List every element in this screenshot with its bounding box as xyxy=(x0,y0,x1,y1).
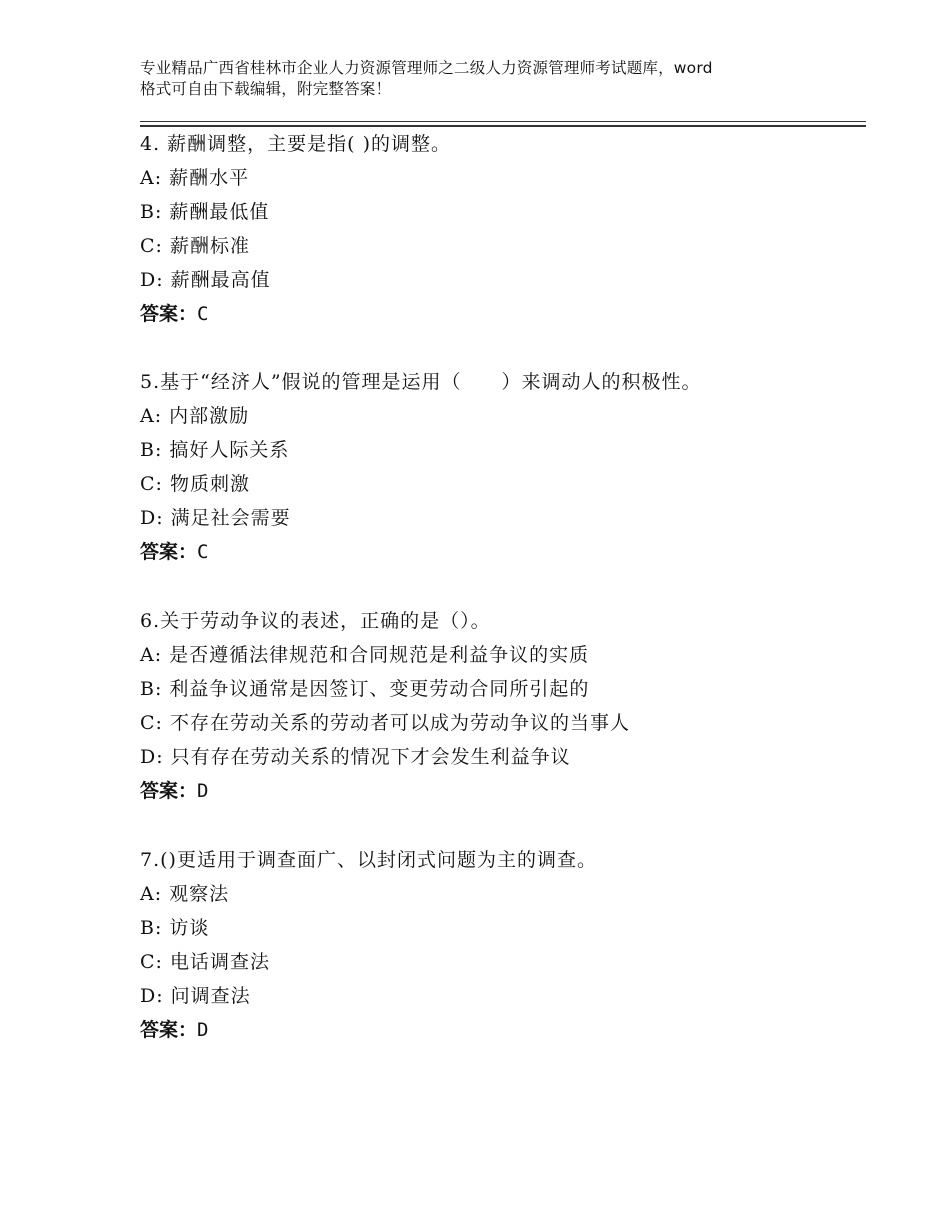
answer-value: C xyxy=(197,303,209,325)
answer-line xyxy=(140,774,860,808)
answer-line xyxy=(140,297,860,331)
answer-value: C xyxy=(197,541,209,563)
header-divider-thin xyxy=(140,121,866,122)
header-line-1: 专业精品广西省桂林市企业人力资源管理师之二级人力资源管理师考试题库，word xyxy=(140,59,713,77)
answer-label: 答案： xyxy=(140,780,198,802)
answer-label: 答案： xyxy=(140,1019,198,1041)
question-text: 4. 薪酬调整，主要是指( )的调整。 xyxy=(140,133,452,155)
document-header xyxy=(140,58,840,100)
answer-value: D xyxy=(197,780,209,802)
answer-label: 答案： xyxy=(140,303,198,325)
option-a: A: 观察法 xyxy=(140,883,230,905)
option-a: A: 是否遵循法律规范和合同规范是利益争议的实质 xyxy=(140,644,590,666)
option-b: B: 薪酬最低值 xyxy=(140,201,270,223)
option-c: C: 薪酬标准 xyxy=(140,235,250,257)
header-line-2: 格式可自由下载编辑，附完整答案！ xyxy=(140,80,392,98)
option-d: D: 薪酬最高值 xyxy=(140,269,271,291)
question-4 xyxy=(140,127,860,331)
option-a: A: 内部激励 xyxy=(140,405,250,427)
option-c: C: 物质刺激 xyxy=(140,473,250,495)
question-text: 5.基于“经济人”假说的管理是运用（ ）来调动人的积极性。 xyxy=(140,371,702,393)
question-text: 7.()更适用于调查面广、以封闭式问题为主的调查。 xyxy=(140,849,597,871)
answer-label: 答案： xyxy=(140,541,198,563)
question-5 xyxy=(140,365,860,569)
question-7 xyxy=(140,843,860,1047)
answer-line xyxy=(140,535,860,569)
answer-line xyxy=(140,1013,860,1047)
question-text: 6.关于劳动争议的表述，正确的是（）。 xyxy=(140,610,491,632)
question-6 xyxy=(140,604,860,808)
option-b: B: 利益争议通常是因签订、变更劳动合同所引起的 xyxy=(140,678,590,700)
option-b: B: 搞好人际关系 xyxy=(140,439,290,461)
option-c: C: 不存在劳动关系的劳动者可以成为劳动争议的当事人 xyxy=(140,712,630,734)
answer-value: D xyxy=(197,1019,209,1041)
option-d: D: 只有存在劳动关系的情况下才会发生利益争议 xyxy=(140,746,571,768)
option-c: C: 电话调查法 xyxy=(140,951,270,973)
option-a: A: 薪酬水平 xyxy=(140,167,250,189)
option-b: B: 访谈 xyxy=(140,917,210,939)
option-d: D: 问调查法 xyxy=(140,985,251,1007)
option-d: D: 满足社会需要 xyxy=(140,507,291,529)
